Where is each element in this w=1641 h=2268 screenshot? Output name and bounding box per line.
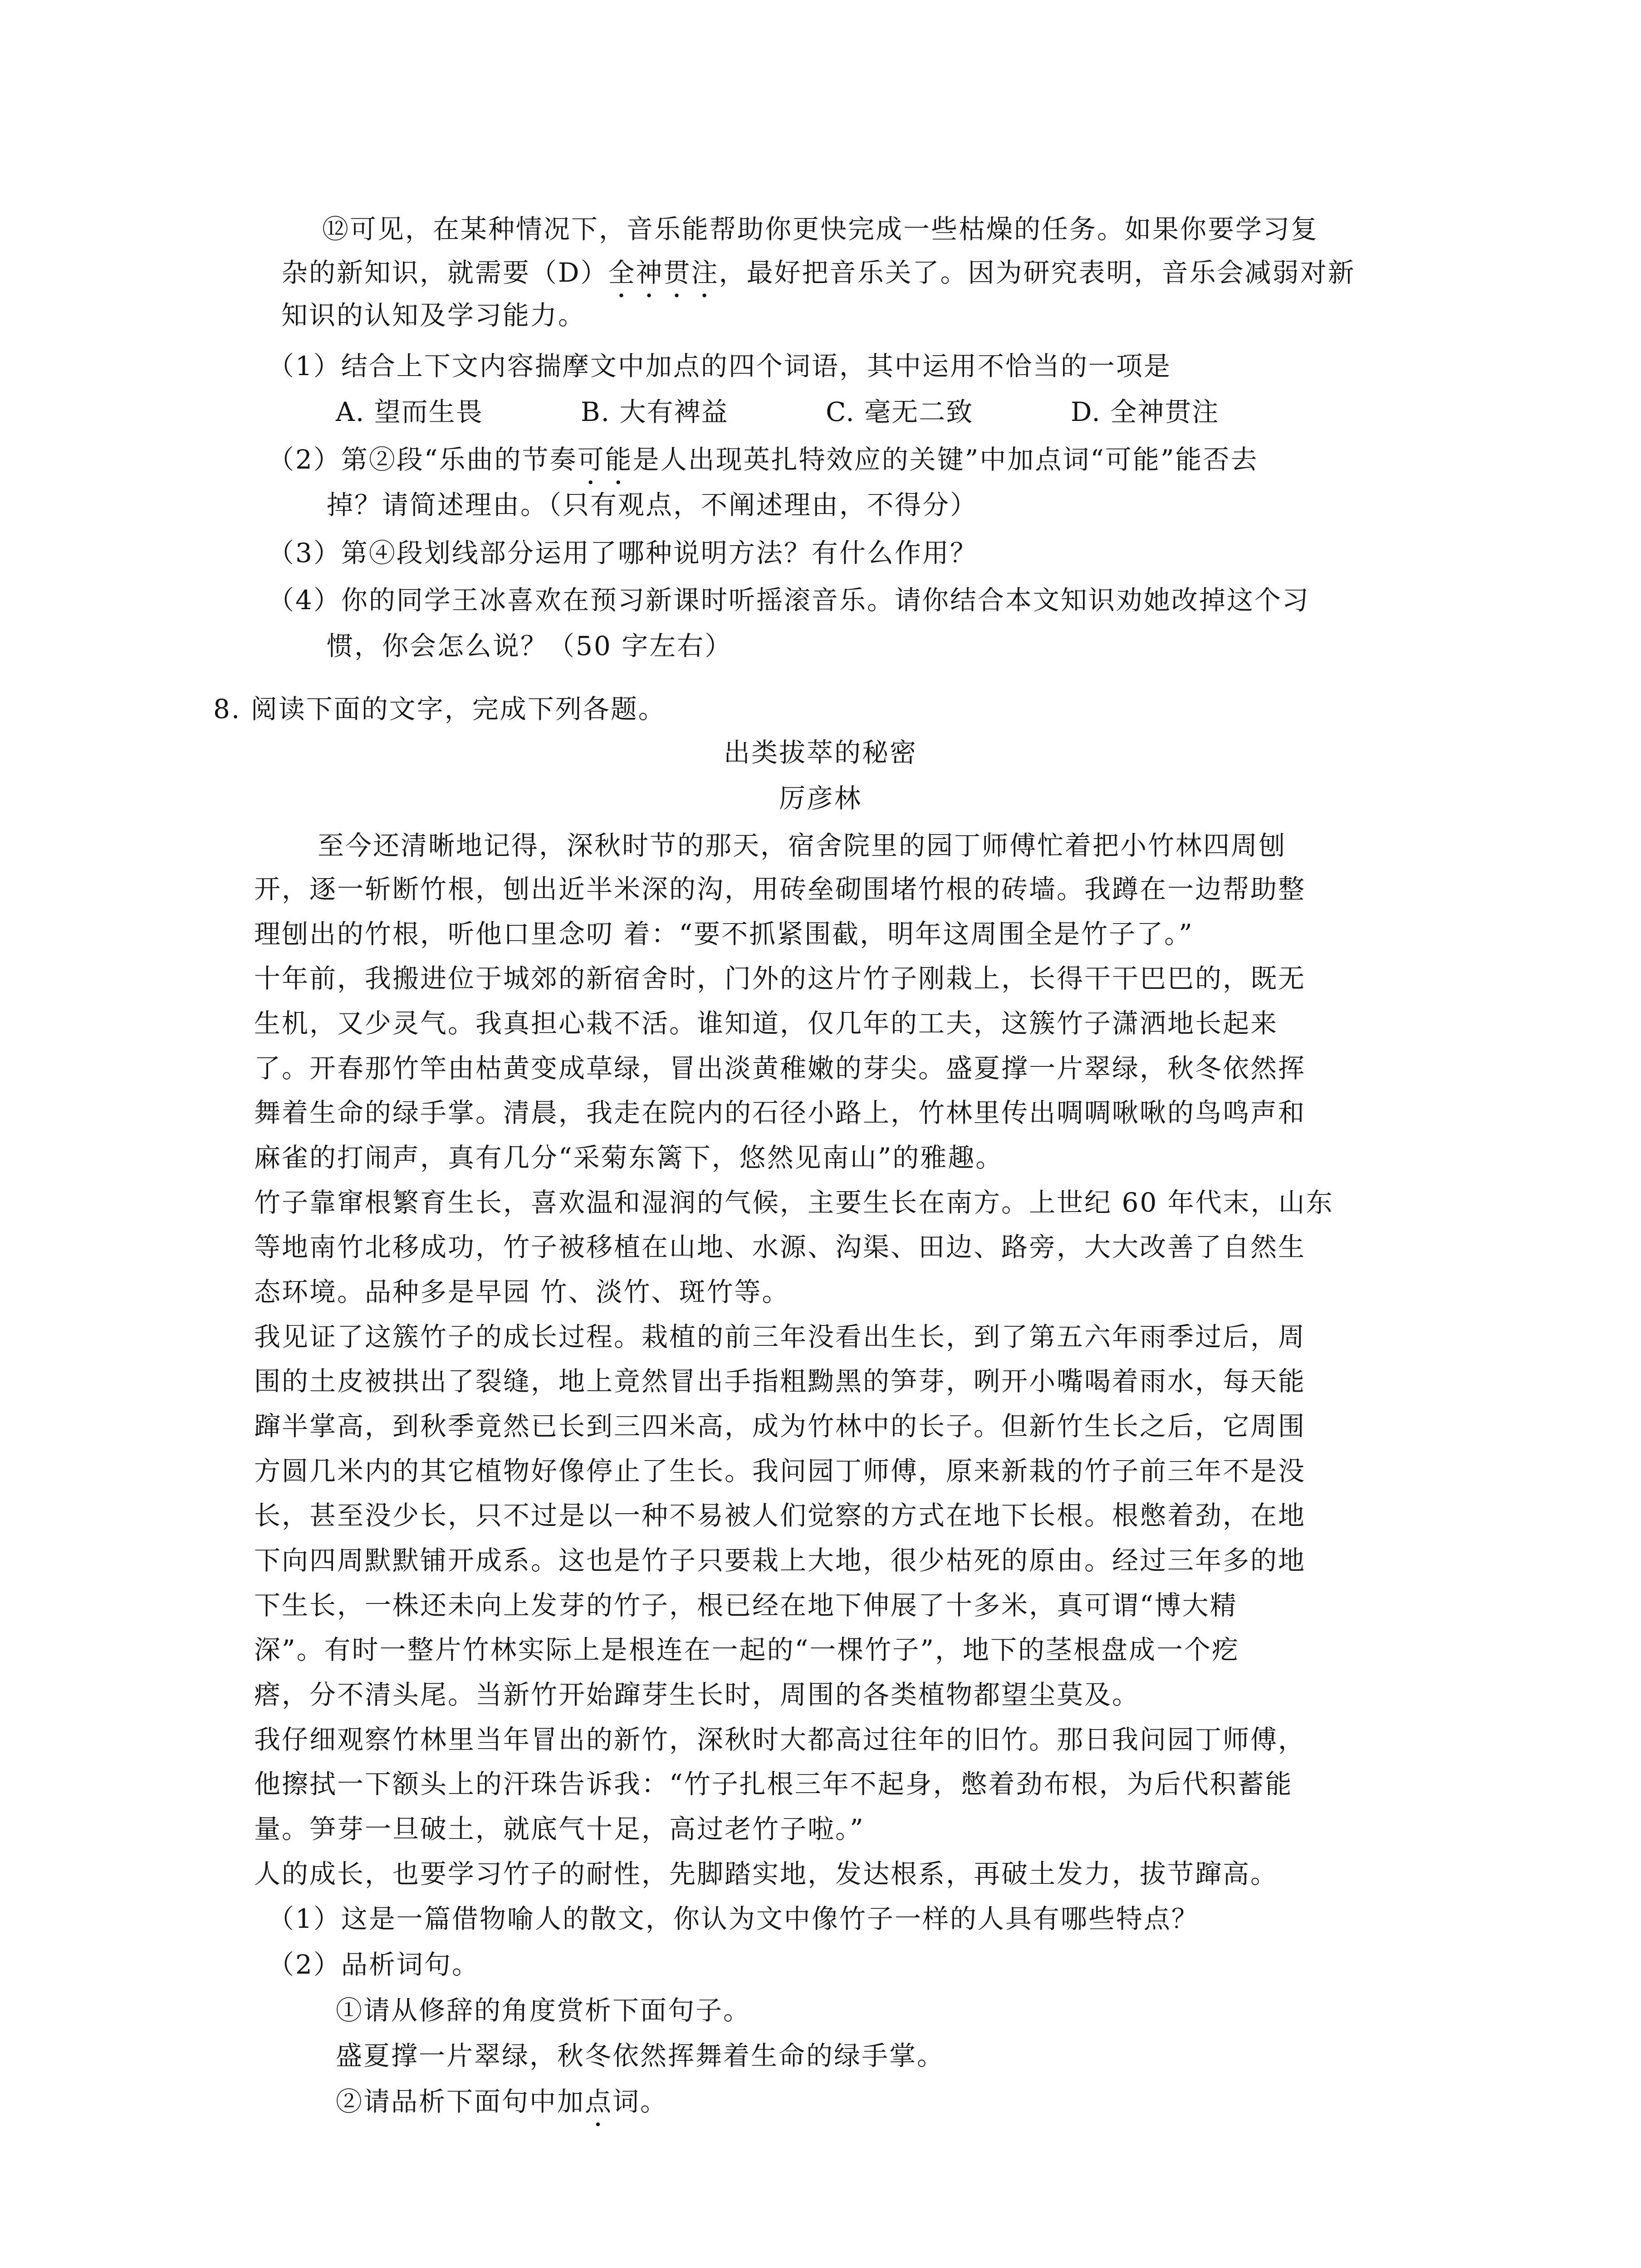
question7-1: （1）结合上下文内容揣摩文中加点的四个词语，其中运用不恰当的一项是 — [268, 351, 1171, 381]
article-line: 蹿半掌高，到秋季竟然已长到三四米高，成为竹林中的长子。但新竹生长之后，它周围 — [254, 1411, 1306, 1442]
article-author: 厉彦林 — [779, 783, 862, 814]
article-line: 长，甚至没少长，只不过是以一种不易被人们觉察的方式在地下长根。根憋着劲，在地 — [254, 1500, 1306, 1531]
article-title: 出类拔萃的秘密 — [723, 737, 917, 768]
article-line: 我仔细观察竹林里当年冒出的新竹，深秋时大都高过往年的旧竹。那日我问园丁师傅， — [254, 1724, 1306, 1755]
article-line: 等地南竹北移成功，竹子被移植在山地、水源、沟渠、田边、路旁，大大改善了自然生 — [254, 1232, 1306, 1262]
paragraph12-text-before: 杂的新知识，就需要（D） — [281, 257, 608, 288]
question8-2: （2）品析词句。 — [268, 1949, 480, 1980]
question8-2-sub1: ①请从修辞的角度赏析下面句子。 — [336, 1995, 751, 2026]
article-line: 态环境。品种多是早园 竹、淡竹、斑竹等。 — [254, 1276, 790, 1307]
article-line: 深”。有时一整片竹林实际上是根连在一起的“一棵竹子”，地下的茎根盘成一个疙 — [254, 1634, 1239, 1665]
option-d: D. 全神贯注 — [1071, 396, 1220, 427]
article-line: 我见证了这簇竹子的成长过程。栽植的前三年没看出生长，到了第五六年雨季过后，周 — [254, 1321, 1306, 1352]
article-line: 围的土皮被拱出了裂缝，地上竟然冒出手指粗黝黑的笋芽，咧开小嘴喝着雨水，每天能 — [254, 1366, 1306, 1397]
article-line: 舞着生命的绿手掌。清晨，我走在院内的石径小路上，竹林里传出啁啁啾啾的鸟鸣声和 — [254, 1097, 1306, 1128]
article-line: 生机，又少灵气。我真担心栽不活。谁知道，仅几年的工夫，这簇竹子潇洒地长起来 — [254, 1008, 1279, 1039]
article-line: 量。笋芽一旦破土，就底气十足，高过老竹子啦。” — [254, 1813, 865, 1844]
option-c: C. 毫无二致 — [826, 396, 974, 427]
question7-2-line2: 掉？请简述理由。（只有观点，不阐述理由，不得分） — [327, 489, 978, 520]
article-line: 至今还清晰地记得，深秋时节的那天，宿舍院里的园丁师傅忙着把小竹林四周刨 — [318, 830, 1287, 861]
question8-2-sub2 — [336, 2086, 668, 2132]
dotted-word-keneng: 可能 — [577, 444, 633, 475]
article-line: 了。开春那竹竿由枯黄变成草绿，冒出淡黄稚嫩的芽尖。盛夏撑一片翠绿，秋冬依然挥 — [254, 1053, 1306, 1084]
option-b: B. 大有裨益 — [581, 396, 729, 427]
passage7-paragraph12-line3: 知识的认知及学习能力。 — [281, 300, 586, 331]
option-a: A. 望而生畏 — [336, 396, 483, 427]
question7-4-line1: （4）你的同学王冰喜欢在预习新课时听摇滚音乐。请你结合本文知识劝她改掉这个习 — [268, 585, 1310, 616]
question7-2-text-before: （2）第②段“乐曲的节奏 — [268, 444, 578, 475]
question7-3: （3）第④段划线部分运用了哪种说明方法？有什么作用？ — [268, 538, 978, 568]
article-line: 他擦拭一下额头上的汗珠告诉我：“竹子扎根三年不起身，憋着劲布根，为后代积蓄能 — [254, 1769, 1293, 1799]
article-line: 下向四周默默铺开成系。这也是竹子只要栽上大地，很少枯死的原由。经过三年多的地 — [254, 1545, 1306, 1576]
question7-1-options — [336, 396, 1219, 428]
paragraph12-text-after: ，最好把音乐关了。因为研究表明，音乐会减弱对新 — [719, 257, 1356, 288]
question7-2-line1 — [268, 444, 1259, 490]
article-line: 十年前，我搬进位于城郊的新宿舍时，门外的这片竹子刚栽上，长得干干巴巴的，既无 — [254, 963, 1306, 994]
article-line: 麻雀的打闹声，真有几分“采菊东篱下，悠然见南山”的雅趣。 — [254, 1142, 1004, 1173]
article-line: 理刨出的竹根，听他口里念叨 着：“要不抓紧围截，明年这周围全是竹子了。” — [254, 919, 1194, 949]
question8-2-sub2-text-before: ②请品析下面句中加 — [336, 2086, 585, 2117]
passage7-paragraph12-line1: ⑫可见，在某种情况下，音乐能帮助你更快完成一些枯燥的任务。如果你要学习复 — [322, 214, 1319, 244]
passage7-paragraph12-line2 — [281, 257, 1356, 303]
question8-heading: 8. 阅读下面的文字，完成下列各题。 — [213, 694, 666, 724]
question8-2-sentence: 盛夏撑一片翠绿，秋冬依然挥舞着生命的绿手掌。 — [336, 2040, 945, 2071]
question8-2-sub2-text-after: 词。 — [612, 2086, 668, 2117]
article-line: 瘩，分不清头尾。当新竹开始蹿芽生长时，周围的各类植物都望尘莫及。 — [254, 1679, 1140, 1710]
article-line: 人的成长，也要学习竹子的耐性，先脚踏实地，发达根系，再破土发力，拔节蹿高。 — [254, 1858, 1279, 1889]
article-line: 方圆几米内的其它植物好像停止了生长。我问园丁师傅，原来新栽的竹子前三年不是没 — [254, 1456, 1306, 1486]
question8-1: （1）这是一篇借物喻人的散文，你认为文中像竹子一样的人具有哪些特点？ — [268, 1903, 1199, 1934]
question7-2-text-after: 是人出现英扎特效应的关键”中加点词“可能”能否去 — [632, 444, 1259, 475]
article-line: 下生长，一株还未向上发芽的竹子，根已经在地下伸展了十多米，真可谓“博大精 — [254, 1590, 1238, 1621]
dotted-word-quanshenguanzhu: 全神贯注 — [608, 257, 719, 288]
question7-4-line2: 惯，你会怎么说？（50 字左右） — [327, 631, 733, 661]
article-line: 竹子靠窜根繁育生长，喜欢温和湿润的气候，主要生长在南方。上世纪 60 年代末，山东 — [254, 1187, 1334, 1218]
dotted-character: 点 — [585, 2086, 613, 2117]
article-line: 开，逐一斩断竹根，刨出近半米深的沟，用砖垒砌围堵竹根的砖墙。我蹲在一边帮助整 — [254, 874, 1306, 904]
